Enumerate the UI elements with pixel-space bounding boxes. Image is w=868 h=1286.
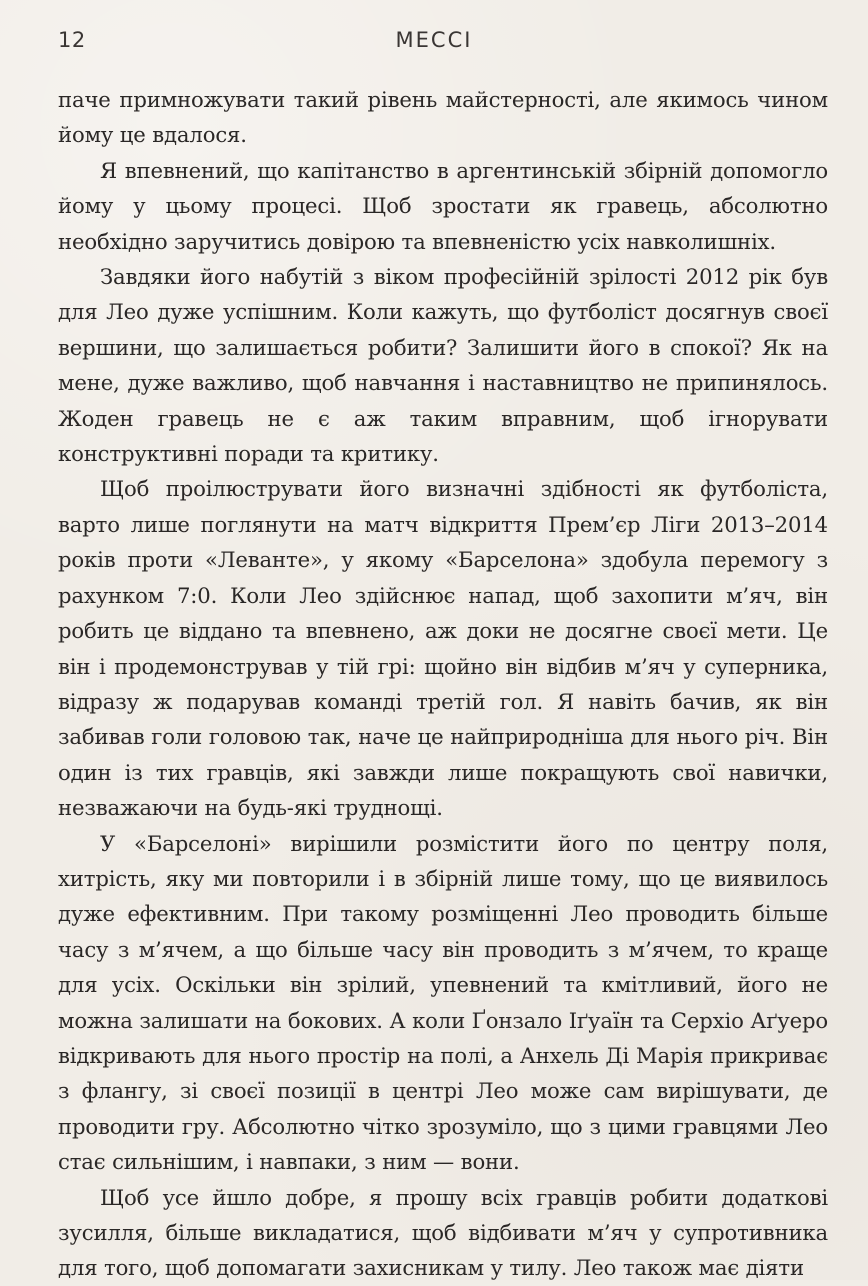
page-number: 12 bbox=[58, 28, 86, 52]
paragraph-3: Завдяки його набутій з віком професійній зрілості 2012 рік був для Лео дуже успішним. Коли кажуть, що футболіст досягнув своєї вершини, що залишається робити? Залишити його в спокої? Як на мене, дуже важливо, щоб навчання і наставництво не припинялось. Жоден гравець не є аж таким вправним, щоб ігнорувати конструктивні поради та критику. bbox=[58, 264, 828, 467]
body-text bbox=[58, 82, 828, 1286]
paragraph-4: Щоб проілюструвати його визначні здібності як футболіста, варто лише поглянути на матч відкриття Прем’єр Ліги 2013–2014 років проти «Леванте», у якому «Барселона» здобула перемогу з рахунком 7:0. Коли Лео здійснює напад, щоб захопити м’яч, він робить це віддано та впевнено, аж доки не досягне своєї мети. Це він і продемонстрував у тій грі: щойно він відбив м’яч у суперника, відразу ж подарував команді третій гол. Я навіть бачив, як він забивав голи головою так, наче це найприродніша для нього річ. Він один із тих гравців, які завжди лише покращують свої навички, незважаючи на будь-які труднощі. bbox=[58, 476, 828, 821]
page-header bbox=[0, 28, 868, 58]
running-title: МЕССІ bbox=[395, 28, 473, 52]
paragraph-6: Щоб усе йшло добре, я прошу всіх гравців робити додаткові зусилля, більше викладатися, щоб відбивати м’яч у супротивника для того, щоб допомагати захисникам у тилу. Лео також має діяти bbox=[58, 1184, 828, 1281]
paragraph-2: Я впевнений, що капітанство в аргентинській збірній допомогло йому у цьому процесі. Щоб зростати як гравець, абсолютно необхідно заручитись довірою та впевненістю усіх навколишніх. bbox=[58, 157, 828, 254]
paragraph-5: У «Барселоні» вирішили розмістити його по центру поля, хитрість, яку ми повторили і в збірній лише тому, що це виявилось дуже ефективним. При такому розміщенні Лео проводить більше часу з м’ячем, а що більше часу він проводить з м’ячем, то краще для усіх. Оскільки він зрілий, упевнений та кмітливий, його не можна залишати на бокових. А коли Ґонзало Іґуаїн та Серхіо Аґуеро відкривають для нього простір на полі, а Анхель Ді Марія прикриває з флангу, зі своєї позиції в центрі Лео може сам вирішувати, де проводити гру. Абсолютно чітко зрозуміло, що з цими гравцями Лео стає сильнішим, і навпаки, з ним — вони. bbox=[58, 830, 828, 1175]
paragraph-1: паче примножувати такий рівень майстерності, але якимось чином йому це вдалося. bbox=[58, 87, 828, 148]
